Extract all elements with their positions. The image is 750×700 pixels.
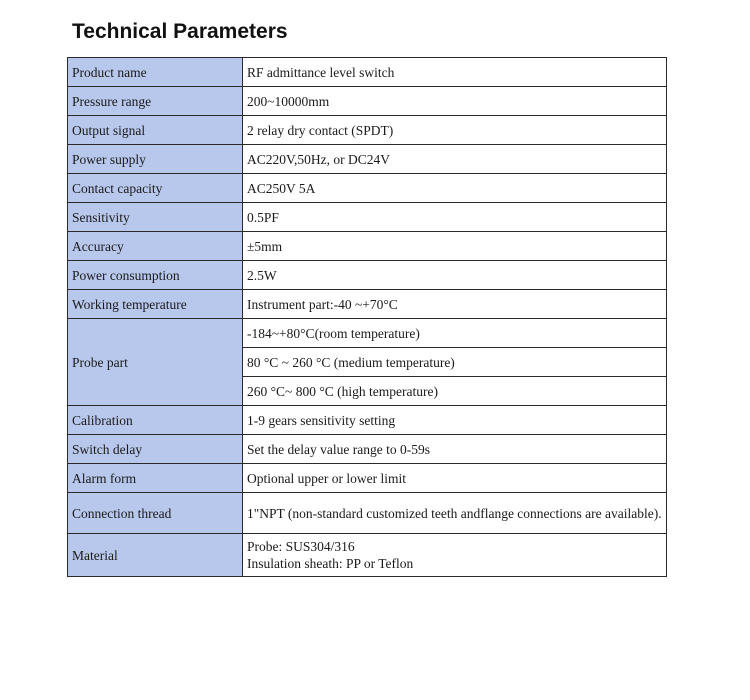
probe-part-label: Probe part (68, 319, 243, 406)
parameter-label: Pressure range (68, 87, 243, 116)
parameter-value: 2 relay dry contact (SPDT) (243, 116, 667, 145)
parameter-label: Switch delay (68, 435, 243, 464)
table-row (68, 58, 667, 87)
material-value (243, 534, 667, 577)
table-row (68, 406, 667, 435)
probe-range-medium: 80 °C ~ 260 °C (medium temperature) (243, 348, 667, 377)
parameter-label: Working temperature (68, 290, 243, 319)
parameter-label: Power consumption (68, 261, 243, 290)
parameter-label: Output signal (68, 116, 243, 145)
parameter-value: 1-9 gears sensitivity setting (243, 406, 667, 435)
table-row (68, 534, 667, 577)
parameter-label: Contact capacity (68, 174, 243, 203)
parameter-value: Instrument part:-40 ~+70°C (243, 290, 667, 319)
parameter-label: Sensitivity (68, 203, 243, 232)
parameter-label: Accuracy (68, 232, 243, 261)
technical-parameters-table (67, 57, 667, 577)
table-row (68, 116, 667, 145)
parameter-label: Power supply (68, 145, 243, 174)
parameter-value: 200~10000mm (243, 87, 667, 116)
parameter-value: AC250V 5A (243, 174, 667, 203)
parameter-value: Optional upper or lower limit (243, 464, 667, 493)
connection-thread-label: Connection thread (68, 493, 243, 534)
material-insulation: Insulation sheath: PP or Teflon (247, 556, 414, 571)
table-row (68, 319, 667, 348)
table-row (68, 261, 667, 290)
table-row (68, 493, 667, 534)
parameter-label: Alarm form (68, 464, 243, 493)
parameter-value: Set the delay value range to 0-59s (243, 435, 667, 464)
page-title: Technical Parameters (72, 20, 288, 43)
material-label: Material (68, 534, 243, 577)
parameter-value: 0.5PF (243, 203, 667, 232)
table-row (68, 174, 667, 203)
material-probe: Probe: SUS304/316 (247, 539, 355, 554)
table-row (68, 232, 667, 261)
probe-range-high: 260 °C~ 800 °C (high temperature) (243, 377, 667, 406)
table-row (68, 87, 667, 116)
parameter-label: Calibration (68, 406, 243, 435)
table-row (68, 145, 667, 174)
probe-range-room: -184~+80°C(room temperature) (243, 319, 667, 348)
table-row (68, 435, 667, 464)
parameter-value: RF admittance level switch (243, 58, 667, 87)
table-row (68, 290, 667, 319)
table-row (68, 464, 667, 493)
parameter-value: AC220V,50Hz, or DC24V (243, 145, 667, 174)
connection-thread-value: 1"NPT (non-standard customized teeth andflange connections are available). (243, 493, 667, 534)
parameter-label: Product name (68, 58, 243, 87)
parameter-value: 2.5W (243, 261, 667, 290)
parameter-value: ±5mm (243, 232, 667, 261)
table-row (68, 203, 667, 232)
